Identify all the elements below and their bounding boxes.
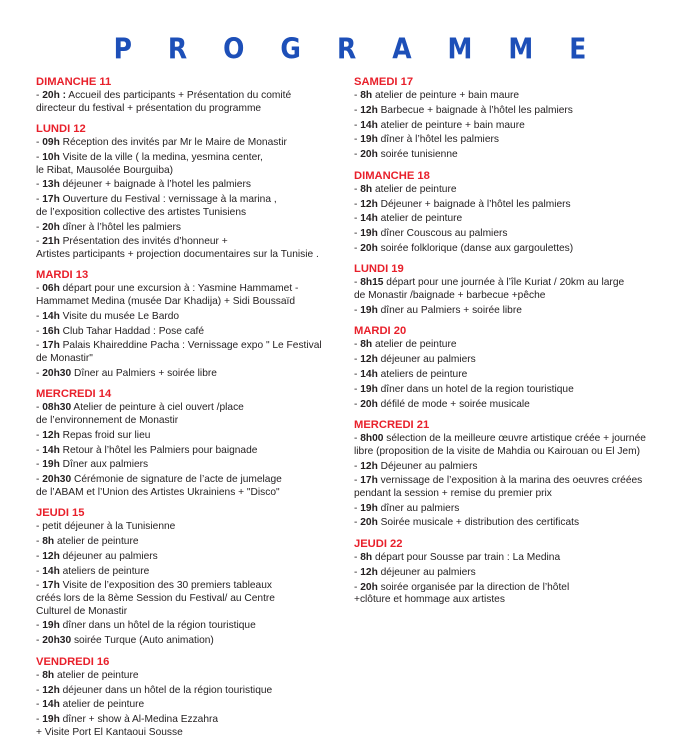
entry-text: Déjeuner + baignade à l’hôtel les palmiers <box>377 198 571 210</box>
entry-text: dîner à l’hôtel les palmiers <box>377 134 499 146</box>
schedule-entry <box>36 179 336 192</box>
schedule-entry <box>354 339 674 352</box>
entry-time: 21h <box>42 236 60 248</box>
entry-time: 20h <box>360 581 378 593</box>
entry-dash: - <box>36 444 43 456</box>
entry-dash: - <box>354 398 361 410</box>
entry-text: Ouverture du Festival : vernissage à la marina , de l’exposition collective des artistes Tunisiens <box>36 194 277 218</box>
schedule-entry <box>36 580 336 618</box>
entry-text: atelier de peinture <box>59 699 145 711</box>
entry-time: 20h30 <box>42 635 72 647</box>
entry-text: atelier de peinture + bain maure <box>377 119 525 131</box>
schedule-entry <box>36 699 336 712</box>
schedule-entry <box>354 134 674 147</box>
entry-time: 20h <box>42 221 60 233</box>
entry-text: déjeuner dans un hôtel de la région touristique <box>59 684 273 696</box>
schedule-entry <box>354 475 674 500</box>
entry-dash: - <box>36 699 43 711</box>
entry-time: 19h <box>42 620 60 632</box>
schedule-entry <box>354 149 674 162</box>
entry-time: 12h <box>360 104 378 116</box>
entry-text: Club Tahar Haddad : Pose café <box>59 325 205 337</box>
entry-text: Déjeuner au palmiers <box>377 460 478 472</box>
right-column <box>354 76 674 615</box>
entry-text: départ pour une excursion à : Yasmine Hammamet - Hammamet Medina (musée Dar Khadija) + Sidi Boussaïd <box>36 283 299 308</box>
schedule-entry <box>354 582 674 607</box>
entry-time: 8h <box>42 536 55 548</box>
schedule-entry <box>36 430 336 443</box>
entry-time: 8h00 <box>360 433 384 445</box>
schedule-entry <box>354 567 674 580</box>
day-block <box>36 507 336 647</box>
entry-text: petit déjeuner à la Tunisienne <box>42 521 176 533</box>
entry-time: 20h30 <box>42 367 72 379</box>
entry-dash: - <box>36 283 43 295</box>
schedule-entry <box>354 199 674 212</box>
entry-dash: - <box>36 635 43 647</box>
entry-dash: - <box>354 304 361 316</box>
entry-dash: - <box>36 459 43 471</box>
entry-time: 12h <box>360 354 378 366</box>
schedule-entry <box>36 445 336 458</box>
entry-text: Cérémonie de signature de l’acte de jumelage de l’ABAM et l’Union des Artistes Ukrainiens + "Disco" <box>36 474 282 498</box>
entry-text: déjeuner au palmiers <box>377 566 476 578</box>
entry-time: 14h <box>42 565 60 577</box>
day-block <box>36 269 336 380</box>
entry-dash: - <box>36 669 43 681</box>
entry-time: 20h : <box>42 90 67 101</box>
schedule-entry <box>36 236 336 261</box>
entry-time: 19h <box>42 714 60 726</box>
day-title: VENDREDI 16 <box>36 655 110 668</box>
page-title: PROGRAMME <box>113 31 623 66</box>
entry-text: ateliers de peinture <box>377 368 468 380</box>
entry-text: Visite de la ville ( la medina, yesmina center, le Ribat, Mausolée Bourguiba) <box>36 151 263 176</box>
entry-dash: - <box>36 179 43 191</box>
schedule-entry <box>354 90 674 103</box>
schedule-entry <box>354 503 674 516</box>
entry-dash: - <box>36 536 43 548</box>
entry-text: atelier de peinture <box>372 183 457 195</box>
entry-dash: - <box>36 429 43 441</box>
schedule-entry <box>36 536 336 549</box>
entry-time: 10h <box>42 151 60 163</box>
entry-time: 14h <box>42 444 60 456</box>
day-block <box>354 419 674 530</box>
entry-dash: - <box>354 502 361 514</box>
day-block <box>354 263 674 317</box>
entry-text: dîner au Palmiers + soirée libre <box>377 304 522 316</box>
entry-text: Accueil des participants + Présentation du comité directeur du festival + présentation du programme <box>36 90 292 114</box>
schedule-entry <box>36 222 336 235</box>
entry-text: sélection de la meilleure œuvre artistique créée + journée libre (proposition de la visite de Mahdia ou Kairouan ou El Jem) <box>354 433 646 457</box>
entry-dash: - <box>36 236 43 248</box>
entry-time: 8h <box>42 669 55 681</box>
schedule-entry <box>36 326 336 339</box>
entry-dash: - <box>354 552 361 564</box>
entry-text: Barbecue + baignade à l’hôtel les palmiers <box>377 104 573 116</box>
schedule-entry <box>36 137 336 150</box>
schedule-entry <box>354 228 674 241</box>
entry-text: Visite de l’exposition des 30 premiers tableaux créés lors de la 8ème Session du Festival/ au Centre Culturel de Monastir <box>36 580 275 617</box>
entry-dash: - <box>354 581 361 593</box>
schedule-entry <box>36 620 336 633</box>
entry-dash: - <box>36 221 43 233</box>
entry-dash: - <box>36 474 43 486</box>
entry-dash: - <box>36 684 43 696</box>
entry-dash: - <box>36 714 43 726</box>
entry-text: déjeuner au palmiers <box>377 354 476 366</box>
entry-time: 8h15 <box>360 277 384 289</box>
day-block <box>354 538 674 607</box>
entry-dash: - <box>354 475 361 487</box>
entry-time: 20h <box>360 517 378 529</box>
schedule-entry <box>36 635 336 648</box>
entry-dash: - <box>36 194 43 206</box>
entry-text: Repas froid sur lieu <box>59 429 151 441</box>
entry-text: Retour à l’hôtel les Palmiers pour baignade <box>59 444 258 456</box>
entry-time: 17h <box>42 194 60 206</box>
schedule-entry <box>354 120 674 133</box>
entry-text: vernissage de l’exposition à la marina des oeuvres créées pendant la session + remise du premier prix <box>354 475 643 499</box>
entry-time: 20h <box>360 149 378 161</box>
schedule-entry <box>36 670 336 683</box>
left-column <box>36 76 336 747</box>
entry-text: atelier de peinture <box>377 213 463 225</box>
schedule-entry <box>354 461 674 474</box>
day-block <box>36 123 336 261</box>
entry-dash: - <box>354 460 361 472</box>
entry-dash: - <box>36 565 43 577</box>
schedule-entry <box>36 311 336 324</box>
entry-time: 20h <box>360 398 378 410</box>
schedule-entry <box>36 402 336 427</box>
entry-time: 8h <box>360 90 373 101</box>
entry-text: Réception des invités par Mr le Maire de Monastir <box>59 137 287 149</box>
entry-text: atelier de peinture <box>372 339 457 351</box>
entry-text: départ pour Sousse par train : La Medina <box>372 552 561 564</box>
schedule-entry <box>36 194 336 219</box>
entry-time: 19h <box>360 383 378 395</box>
entry-dash: - <box>354 183 361 195</box>
schedule-entry <box>36 474 336 499</box>
entry-time: 14h <box>42 310 60 322</box>
schedule-entry <box>36 90 336 115</box>
entry-dash: - <box>354 119 361 131</box>
entry-time: 13h <box>42 179 60 191</box>
entry-time: 14h <box>360 213 378 225</box>
schedule-entry <box>354 305 674 318</box>
schedule-entry <box>354 243 674 256</box>
day-title: DIMANCHE 11 <box>36 76 112 88</box>
entry-text: soirée folklorique (danse aux gargoulettes) <box>377 242 574 254</box>
entry-dash: - <box>36 367 43 379</box>
entry-text: atelier de peinture <box>54 536 139 548</box>
schedule-entry <box>354 105 674 118</box>
entry-text: dîner + show à Al-Medina Ezzahra + Visite Port El Kantaoui Sousse <box>36 714 219 738</box>
entry-dash: - <box>354 339 361 351</box>
entry-dash: - <box>36 310 43 322</box>
entry-time: 16h <box>42 325 60 337</box>
day-title: MERCREDI 14 <box>36 388 112 401</box>
entry-text: ateliers de peinture <box>59 565 150 577</box>
schedule-entry <box>36 685 336 698</box>
entry-dash: - <box>36 580 43 592</box>
entry-text: dîner Couscous au palmiers <box>377 228 508 240</box>
schedule-entry <box>354 384 674 397</box>
entry-time: 17h <box>360 475 378 487</box>
entry-time: 8h <box>360 552 373 564</box>
entry-time: 19h <box>360 502 378 514</box>
entry-text: Soirée musicale + distribution des certificats <box>377 517 580 529</box>
entry-dash: - <box>36 402 43 414</box>
entry-dash: - <box>36 151 43 163</box>
schedule-entry <box>354 277 674 302</box>
entry-dash: - <box>354 213 361 225</box>
entry-dash: - <box>354 368 361 380</box>
entry-time: 08h30 <box>42 402 72 414</box>
entry-dash: - <box>36 137 43 149</box>
entry-time: 19h <box>360 228 378 240</box>
day-block <box>354 325 674 411</box>
entry-dash: - <box>354 242 361 254</box>
day-title: MARDI 20 <box>354 325 407 338</box>
entry-text: Atelier de peinture à ciel ouvert /place de l’environnement de Monastir <box>36 402 244 426</box>
day-block <box>354 170 674 256</box>
entry-dash: - <box>354 517 361 529</box>
entry-dash: - <box>354 90 361 101</box>
schedule-entry <box>36 566 336 579</box>
entry-time: 09h <box>42 137 60 149</box>
entry-text: dîner au palmiers <box>377 502 460 514</box>
entry-dash: - <box>354 149 361 161</box>
entry-text: dîner dans un hôtel de la région touristique <box>59 620 256 632</box>
entry-time: 12h <box>360 460 378 472</box>
entry-dash: - <box>36 521 43 533</box>
entry-dash: - <box>354 198 361 210</box>
schedule-entry <box>36 283 336 308</box>
entry-dash: - <box>36 340 43 352</box>
entry-dash: - <box>36 90 43 101</box>
day-block <box>36 388 336 499</box>
entry-time: 12h <box>42 550 60 562</box>
entry-text: Dîner au Palmiers + soirée libre <box>71 367 217 379</box>
entry-text: déjeuner au palmiers <box>59 550 158 562</box>
entry-text: soirée Turque (Auto animation) <box>71 635 214 647</box>
day-title: JEUDI 22 <box>354 538 403 551</box>
schedule-entry <box>354 433 674 458</box>
entry-time: 14h <box>360 119 378 131</box>
day-title: LUNDI 19 <box>354 263 404 276</box>
schedule-entry <box>354 213 674 226</box>
day-title: SAMEDI 17 <box>354 76 414 88</box>
entry-text: défilé de mode + soirée musicale <box>377 398 530 410</box>
entry-time: 12h <box>42 684 60 696</box>
schedule-entry <box>354 399 674 412</box>
entry-time: 12h <box>360 198 378 210</box>
entry-text: soirée tunisienne <box>377 149 458 161</box>
entry-text: atelier de peinture <box>54 669 139 681</box>
schedule-entry <box>36 340 336 365</box>
day-block <box>354 76 674 162</box>
entry-dash: - <box>354 228 361 240</box>
schedule-entry <box>36 714 336 739</box>
entry-text: atelier de peinture + bain maure <box>372 90 520 101</box>
entry-text: dîner dans un hotel de la region touristique <box>377 383 574 395</box>
schedule-entry <box>354 354 674 367</box>
schedule-entry <box>36 152 336 177</box>
schedule-entry <box>36 521 336 534</box>
entry-text: Palais Khaireddine Pacha : Vernissage expo " Le Festival de Monastir" <box>36 340 322 364</box>
entry-text: soirée organisée par la direction de l’hôtel +clôture et hommage aux artistes <box>354 581 570 606</box>
schedule-entry <box>354 369 674 382</box>
day-block <box>36 656 336 740</box>
schedule-entry <box>36 551 336 564</box>
entry-time: 12h <box>42 429 60 441</box>
schedule-entry <box>36 459 336 472</box>
entry-dash: - <box>354 354 361 366</box>
entry-time: 8h <box>360 339 373 351</box>
entry-time: 20h <box>360 242 378 254</box>
entry-dash: - <box>354 433 361 445</box>
entry-text: Dîner aux palmiers <box>59 459 149 471</box>
schedule-entry <box>354 184 674 197</box>
entry-time: 19h <box>360 134 378 146</box>
schedule-entry <box>354 552 674 565</box>
entry-dash: - <box>354 277 361 289</box>
entry-text: déjeuner + baignade à l’hotel les palmiers <box>59 179 251 191</box>
entry-time: 17h <box>42 580 60 592</box>
day-block <box>36 76 336 115</box>
entry-time: 19h <box>360 304 378 316</box>
schedule-entry <box>36 368 336 381</box>
entry-dash: - <box>354 134 361 146</box>
entry-time: 14h <box>360 368 378 380</box>
entry-time: 20h30 <box>42 474 72 486</box>
entry-time: 17h <box>42 340 60 352</box>
entry-time: 19h <box>42 459 60 471</box>
entry-dash: - <box>354 383 361 395</box>
day-title: MERCREDI 21 <box>354 419 430 432</box>
entry-dash: - <box>354 566 361 578</box>
entry-text: dîner à l’hôtel les palmiers <box>59 221 181 233</box>
entry-time: 06h <box>42 283 60 295</box>
entry-dash: - <box>36 325 43 337</box>
day-title: JEUDI 15 <box>36 507 85 520</box>
entry-dash: - <box>36 620 43 632</box>
day-title: DIMANCHE 18 <box>354 169 430 182</box>
entry-time: 12h <box>360 566 378 578</box>
entry-text: départ pour une journée à l’île Kuriat / 20km au large de Monastir /baignade + barbecue +pêche <box>354 277 625 302</box>
schedule-entry <box>354 517 674 530</box>
entry-time: 8h <box>360 183 373 195</box>
entry-dash: - <box>36 550 43 562</box>
day-title: MARDI 13 <box>36 269 89 282</box>
entry-time: 14h <box>42 699 60 711</box>
entry-dash: - <box>354 104 361 116</box>
day-title: LUNDI 12 <box>36 123 86 136</box>
entry-text: Visite du musée Le Bardo <box>59 310 180 322</box>
entry-text: Présentation des invités d’honneur + Artistes participants + projection documentaires sur la Tunisie . <box>36 236 319 260</box>
